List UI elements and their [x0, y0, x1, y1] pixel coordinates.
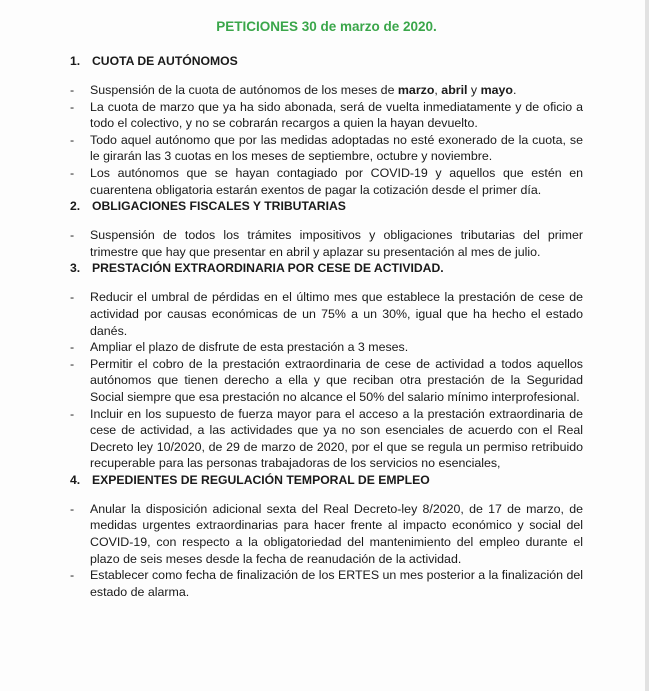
list-item: [70, 356, 583, 406]
bullet-text: Anular la disposición adicional sexta del Real Decreto-ley 8/2020, de 17 de marzo, de medidas urgentes extraordinarias para hacer frente al impacto económico y social del COVID-19, con respecto a la obligatoriedad del mantenimiento del empleo durante el plazo de seis meses desde la fecha de reanudación de la actividad.: [90, 501, 583, 566]
section-number: 4.: [70, 472, 81, 487]
section-number: 3.: [70, 261, 81, 276]
section-cuota-autonomos: [70, 53, 583, 198]
bullet-marker: -: [70, 83, 75, 97]
list-item: [70, 227, 583, 260]
list-item: [70, 99, 583, 132]
section-heading-text: CUOTA DE AUTÓNOMOS: [92, 54, 238, 68]
section-obligaciones-fiscales: [70, 198, 583, 260]
section-expedientes-regulacion: [70, 472, 583, 601]
section-heading-text: PRESTACIÓN EXTRAORDINARIA POR CESE DE ACTIVIDAD.: [92, 261, 444, 276]
list-item: [70, 567, 583, 600]
section-number: 2.: [70, 199, 81, 214]
month-marzo: marzo: [397, 83, 435, 97]
bullet-marker: -: [70, 99, 75, 114]
bullet-text: Suspensión de la cuota de autónomos de los meses de marzo, abril y mayo.: [90, 83, 517, 97]
list-item: [70, 132, 583, 165]
bullet-list: [70, 289, 583, 472]
section-heading-text: OBLIGACIONES FISCALES Y TRIBUTARIAS: [92, 199, 346, 214]
bullet-marker: -: [70, 290, 75, 305]
bullet-marker: -: [70, 356, 75, 371]
bullet-text: Suspensión de todos los trámites impositivos y obligaciones tributarias del primer trimestre que hay que presentar en abril y aplazar su presentación al mes de julio.: [90, 228, 583, 259]
bullet-text: Incluir en los supuesto de fuerza mayor para el acceso a la prestación extraordinaria de cese de actividad, a las actividades que ya no son esenciales de acuerdo con el Real Decreto ley 10/2020, de 29 de marzo de 2020, por el que se regula un permiso retribuido recuperable para las personas trabajadoras de los servicios no esenciales,: [90, 406, 583, 471]
document-title: PETICIONES 30 de marzo de 2020.: [216, 19, 437, 34]
bullet-text: Establecer como fecha de finalización de los ERTES un mes posterior a la finalización del estado de alarma.: [90, 568, 583, 599]
list-item: [70, 339, 583, 356]
section-heading: [70, 198, 583, 215]
bullet-marker: -: [70, 132, 75, 147]
section-heading: [70, 472, 583, 489]
page-edge-shadow: [645, 0, 649, 691]
list-item: [70, 289, 583, 339]
bullet-list: [70, 501, 583, 601]
bullet-marker: -: [70, 501, 75, 516]
month-mayo: mayo: [480, 83, 513, 97]
bullet-text: Todo aquel autónomo que por las medidas adoptadas no esté exonerado de la cuota, se le girarán las 3 cuotas en los meses de septiembre, octubre y noviembre.: [90, 132, 583, 164]
section-heading: [70, 53, 583, 70]
bullet-text: Los autónomos que se hayan contagiado por COVID-19 y aquellos que estén en cuarentena obligatoria estarán exentos de pagar la cotización desde el primer día.: [90, 165, 583, 197]
section-number: 1.: [70, 54, 81, 68]
bullet-text: Reducir el umbral de pérdidas en el último mes que establece la prestación de cese de actividad por causas económicas de un 75% a un 30%, igual que ha hecho el estado danés.: [90, 290, 583, 338]
list-item: [70, 501, 583, 567]
list-item: [70, 406, 583, 472]
section-heading: [70, 260, 583, 277]
bullet-text: La cuota de marzo que ya ha sido abonada, será de vuelta inmediatamente y de oficio a todo el colectivo, y no se cobrarán recargos a quien la hayan devuelto.: [90, 99, 583, 131]
bullet-marker: -: [70, 406, 75, 421]
list-item: [70, 165, 583, 198]
month-abril: abril: [441, 83, 468, 97]
bullet-list: [70, 227, 583, 260]
bullet-marker: -: [70, 228, 75, 243]
bullet-text: Permitir el cobro de la prestación extraordinaria de cese de actividad a todos aquellos autónomos que tienen derecho a ella y que reciban otra prestación de la Seguridad Social siempre que esa prestación no alcance el 50% del salario mínimo interprofesional.: [90, 356, 583, 404]
bullet-marker: -: [70, 340, 75, 355]
section-heading-text: EXPEDIENTES DE REGULACIÓN TEMPORAL DE EMPLEO: [92, 472, 430, 487]
list-item: [70, 82, 583, 99]
bullet-text: Ampliar el plazo de disfrute de esta prestación a 3 meses.: [90, 340, 409, 355]
bullet-list: [70, 82, 583, 198]
bullet-marker: -: [70, 165, 75, 180]
section-prestacion-extraordinaria: [70, 260, 583, 472]
bullet-marker: -: [70, 568, 75, 583]
